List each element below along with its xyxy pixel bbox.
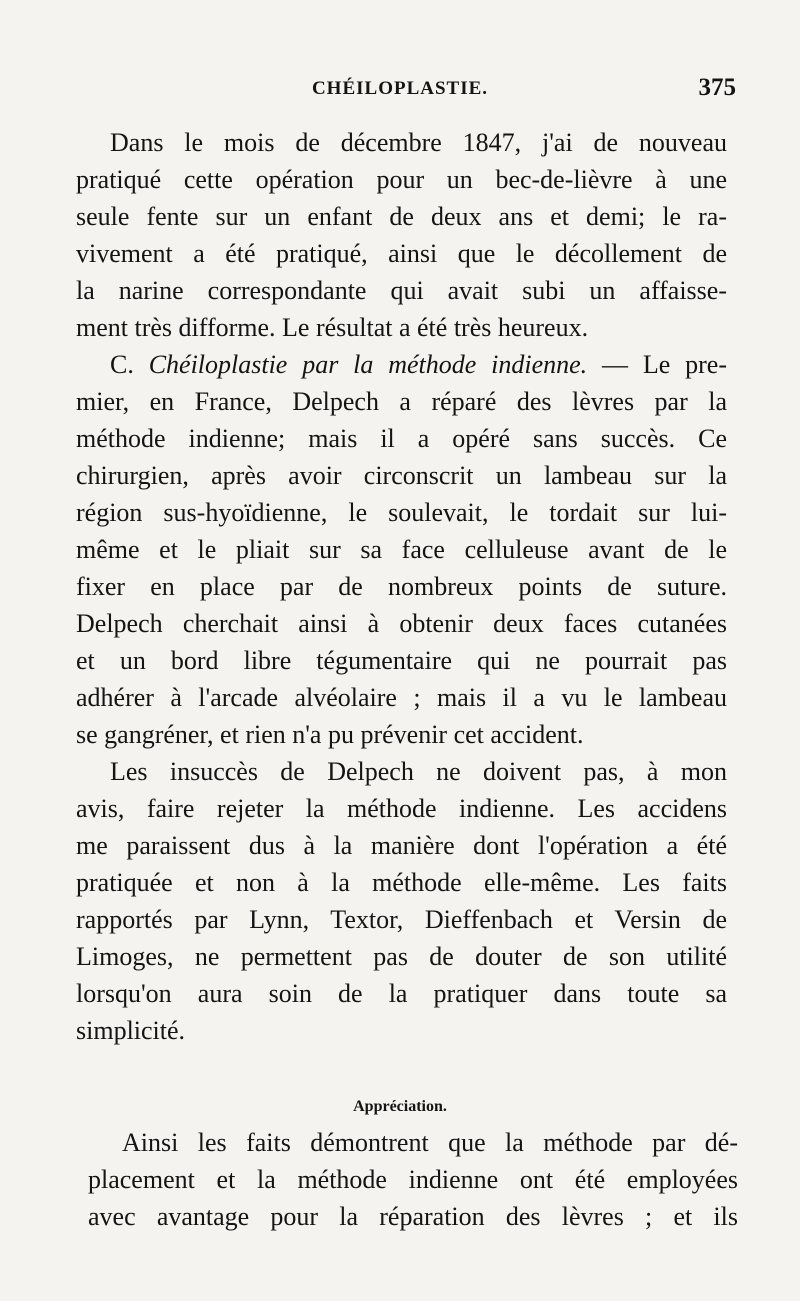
section-subheading: Appréciation. [353, 1098, 447, 1115]
text-line: Delpech cherchait ainsi à obtenir deux faces cutanées [76, 609, 727, 638]
text-line: me paraissent dus à la manière dont l'opération a été [76, 831, 727, 860]
section-c-title: Chéiloplastie par la méthode indienne. [148, 350, 588, 379]
text-line: Ainsi les faits démontrent que la méthode par dé- [122, 1128, 738, 1157]
text-line: pratiquée et non à la méthode elle-même. Les faits [76, 868, 727, 897]
text-line: se gangréner, et rien n'a pu prévenir cet accident. [76, 720, 584, 749]
text-line: chirurgien, après avoir circonscrit un lambeau sur la [76, 461, 727, 490]
text-line: région sus-hyoïdienne, le soulevait, le tordait sur lui- [76, 498, 727, 527]
text-line: rapportés par Lynn, Textor, Dieffenbach et Versin de [76, 905, 727, 934]
text-line: placement et la méthode indienne ont été employées [88, 1165, 738, 1194]
section-c-rest: — Le pre- [587, 350, 728, 379]
page-header [70, 74, 736, 108]
text-line: et un bord libre tégumentaire qui ne pourrait pas [76, 646, 727, 675]
section-c-label: C. [110, 350, 149, 379]
text-line: seule fente sur un enfant de deux ans et demi; le ra- [76, 202, 727, 231]
text-line: la narine correspondante qui avait subi un affaisse- [76, 276, 727, 305]
text-line: simplicité. [76, 1016, 186, 1045]
page-number: 375 [698, 74, 736, 101]
text-line: vivement a été pratiqué, ainsi que le décollement de [76, 239, 727, 268]
text-line: mier, en France, Delpech a réparé des lèvres par la [76, 387, 727, 416]
running-head: CHÉILOPLASTIE. [311, 78, 489, 99]
main-text-continued [88, 1124, 738, 1235]
section-c-line [76, 346, 727, 383]
text-line: même et le pliait sur sa face celluleuse avant de le [76, 535, 727, 564]
text-line: méthode indienne; mais il a opéré sans succès. Ce [76, 424, 727, 453]
text-line: adhérer à l'arcade alvéolaire ; mais il a vu le lambeau [76, 683, 727, 712]
text-line: fixer en place par de nombreux points de suture. [76, 572, 727, 601]
text-line: Limoges, ne permettent pas de douter de son utilité [76, 942, 727, 971]
main-text [76, 124, 727, 1049]
text-line: Les insuccès de Delpech ne doivent pas, à mon [110, 757, 727, 786]
text-line: avis, faire rejeter la méthode indienne. Les accidens [76, 794, 727, 823]
text-line: avec avantage pour la réparation des lèvres ; et ils [88, 1202, 738, 1231]
text-line: lorsqu'on aura soin de la pratiquer dans toute sa [76, 979, 727, 1008]
text-line: pratiqué cette opération pour un bec-de-lièvre à une [76, 165, 727, 194]
text-line: Dans le mois de décembre 1847, j'ai de nouveau [110, 128, 727, 157]
text-line: ment très difforme. Le résultat a été très heureux. [76, 313, 589, 342]
